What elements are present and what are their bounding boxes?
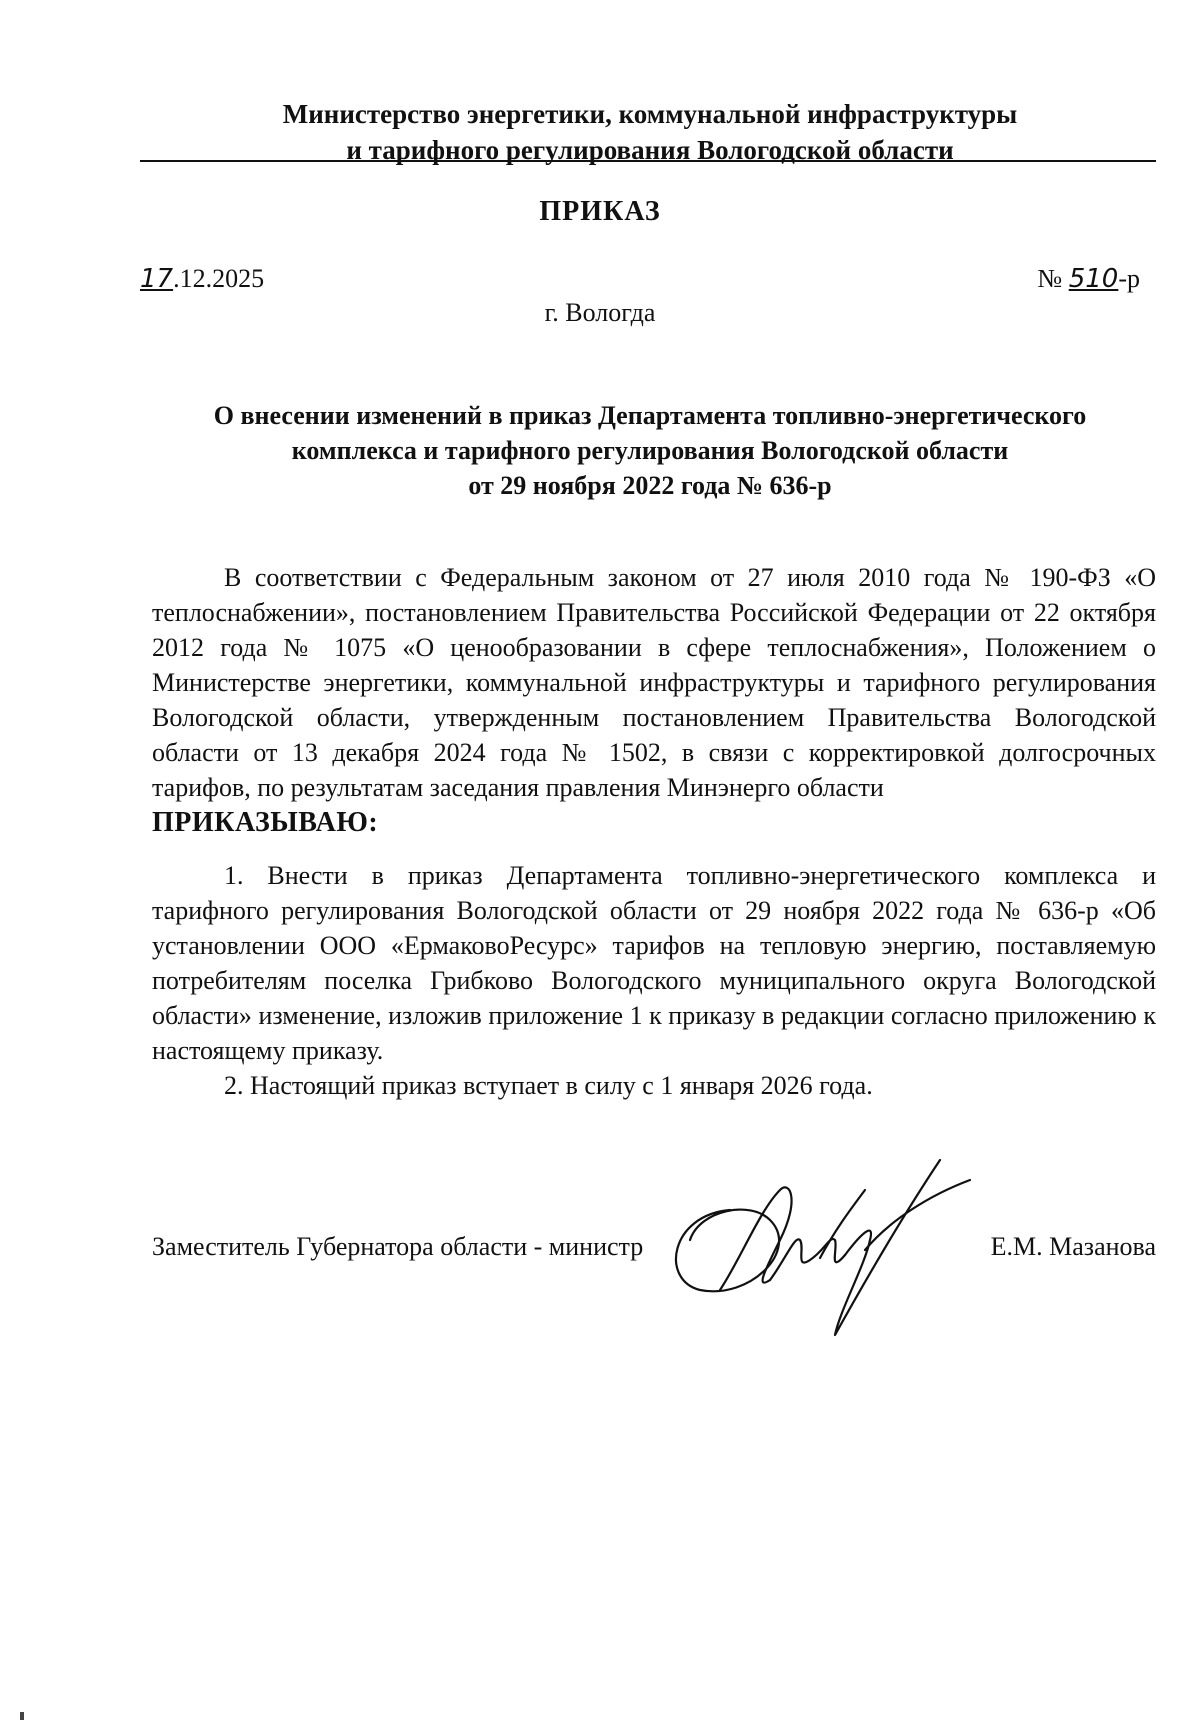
- order-date: [140, 264, 264, 294]
- signatory-name: Е.М. Мазанова: [990, 1232, 1156, 1261]
- order-item-1: 1. Внести в приказ Департамента топливно-энергетического комплекса и тарифного регулирования Вологодской области от 29 ноября 2022 года № 636-р «Об установлении ООО «ЕрмаковоРесурс» тарифов на тепловую энергию, поставляемую потребителям поселка Грибково Вологодского муниципального округа Вологодской области» изменение, изложив приложение 1 к приказу в редакции согласно приложению к настоящему приказу.: [152, 861, 1156, 1065]
- handwritten-number: 510: [1068, 264, 1119, 294]
- scan-artifact: [20, 1712, 24, 1720]
- handwritten-signature: [660, 1140, 980, 1350]
- signatory-position: Заместитель Губернатора области - министр: [152, 1232, 644, 1261]
- title-line1: О внесении изменений в приказ Департамента топливно-энергетического: [213, 401, 1087, 430]
- document-type: ПРИКАЗ: [539, 196, 661, 227]
- number-prefix: №: [1037, 264, 1063, 293]
- ministry-header-line1: Министерство энергетики, коммунальной инфраструктуры: [282, 99, 1018, 129]
- number-suffix: -р: [1118, 264, 1140, 293]
- preamble-paragraph: В соответствии с Федеральным законом от 27 июля 2010 года № 190-ФЗ «О теплоснабжении», постановлением Правительства Российской Федерации от 22 октября 2012 года № 1075 «О ценообразовании в сфере теплоснабжения», Положением о Министерстве энергетики, коммунальной инфраструктуры и тарифного регулирования Вологодской области, утвержденным постановлением Правительства Вологодской области от 13 декабря 2024 года № 1502, в связи с корректировкой долгосрочных тарифов, по результатам заседания правления Минэнерго области: [152, 563, 1156, 802]
- order-word: ПРИКАЗЫВАЮ:: [152, 807, 379, 838]
- title-line2: комплекса и тарифного регулирования Вологодской области: [291, 436, 1009, 465]
- handwritten-day: 17: [140, 264, 174, 294]
- order-number: [1037, 264, 1140, 294]
- ministry-header-line2: и тарифного регулирования Вологодской области: [346, 135, 954, 165]
- date-month-year: .12.2025: [173, 264, 265, 293]
- city: г. Вологда: [544, 298, 656, 327]
- title-line3: от 29 ноября 2022 года № 636-р: [468, 471, 832, 500]
- document-body: [152, 560, 1156, 1103]
- order-item-2: 2. Настоящий приказ вступает в силу с 1 января 2026 года.: [224, 1071, 873, 1100]
- ministry-header: [140, 96, 1160, 168]
- document-title: [140, 398, 1160, 503]
- header-divider: [140, 160, 1156, 162]
